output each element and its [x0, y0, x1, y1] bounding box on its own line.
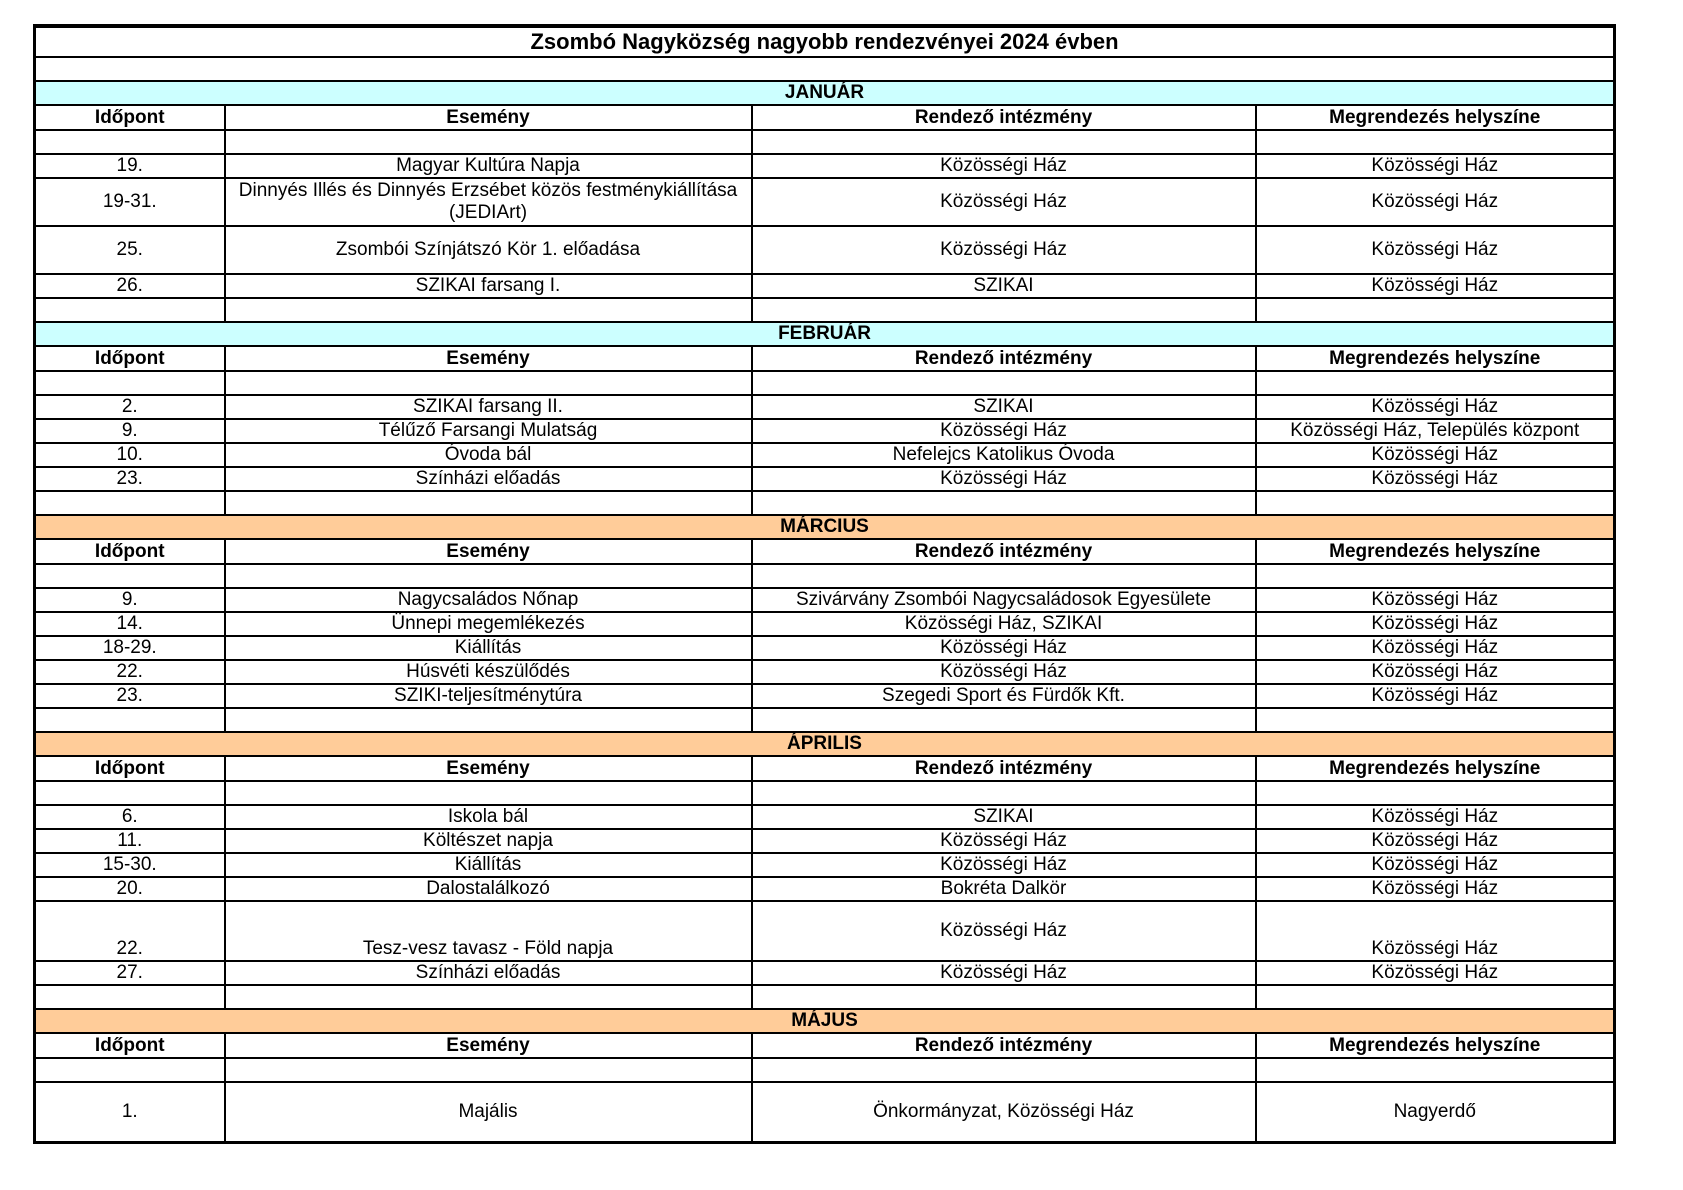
column-header-event: Esemény	[225, 756, 752, 781]
blank-row	[35, 985, 1615, 1009]
event-venue: Nagyerdő	[1256, 1082, 1615, 1143]
column-header-organizer: Rendező intézmény	[752, 105, 1256, 130]
event-date: 9.	[35, 588, 225, 612]
column-header-event: Esemény	[225, 1033, 752, 1058]
event-date: 20.	[35, 877, 225, 901]
event-date: 14.	[35, 612, 225, 636]
event-name: Kiállítás	[225, 636, 752, 660]
column-header-organizer: Rendező intézmény	[752, 1033, 1256, 1058]
column-header-date: Időpont	[35, 105, 225, 130]
event-venue: Közösségi Ház	[1256, 961, 1615, 985]
event-date: 23.	[35, 467, 225, 491]
event-name: SZIKI-teljesítménytúra	[225, 684, 752, 708]
event-venue: Közösségi Ház	[1256, 395, 1615, 419]
event-date: 27.	[35, 961, 225, 985]
event-organizer: Közösségi Ház	[752, 178, 1256, 226]
column-header-date: Időpont	[35, 346, 225, 371]
event-row	[35, 853, 1615, 877]
event-date: 9.	[35, 419, 225, 443]
blank-row	[35, 564, 1615, 588]
month-header-row	[35, 732, 1615, 756]
event-name: Dalostalálkozó	[225, 877, 752, 901]
event-name: SZIKAI farsang I.	[225, 274, 752, 298]
event-name: SZIKAI farsang II.	[225, 395, 752, 419]
event-venue: Közösségi Ház, Település központ	[1256, 419, 1615, 443]
blank-row	[35, 1058, 1615, 1082]
event-date: 18-29.	[35, 636, 225, 660]
event-organizer: Közösségi Ház	[752, 660, 1256, 684]
event-date: 19.	[35, 154, 225, 178]
column-header-date: Időpont	[35, 539, 225, 564]
column-header-date: Időpont	[35, 756, 225, 781]
column-header-event: Esemény	[225, 539, 752, 564]
event-date: 1.	[35, 1082, 225, 1143]
blank-row	[35, 781, 1615, 805]
column-header-organizer: Rendező intézmény	[752, 346, 1256, 371]
event-organizer: Közösségi Ház	[752, 154, 1256, 178]
event-date: 22.	[35, 901, 225, 961]
event-row	[35, 961, 1615, 985]
blank-row	[35, 708, 1615, 732]
event-organizer: SZIKAI	[752, 805, 1256, 829]
event-organizer: Bokréta Dalkör	[752, 877, 1256, 901]
column-header-row	[35, 105, 1615, 130]
column-header-organizer: Rendező intézmény	[752, 756, 1256, 781]
event-organizer: SZIKAI	[752, 395, 1256, 419]
event-venue: Közösségi Ház	[1256, 829, 1615, 853]
event-venue: Közösségi Ház	[1256, 274, 1615, 298]
event-date: 2.	[35, 395, 225, 419]
column-header-event: Esemény	[225, 346, 752, 371]
event-row	[35, 829, 1615, 853]
event-row	[35, 419, 1615, 443]
event-row	[35, 684, 1615, 708]
blank-row	[35, 57, 1615, 81]
event-row	[35, 178, 1615, 226]
event-row	[35, 901, 1615, 961]
event-name: Télűző Farsangi Mulatság	[225, 419, 752, 443]
event-venue: Közösségi Ház	[1256, 154, 1615, 178]
event-name: Óvoda bál	[225, 443, 752, 467]
event-name: Nagycsaládos Nőnap	[225, 588, 752, 612]
blank-row	[35, 130, 1615, 154]
event-name: Iskola bál	[225, 805, 752, 829]
column-header-row	[35, 539, 1615, 564]
column-header-venue: Megrendezés helyszíne	[1256, 756, 1615, 781]
event-row	[35, 612, 1615, 636]
event-name: Kiállítás	[225, 853, 752, 877]
event-organizer: Közösségi Ház, SZIKAI	[752, 612, 1256, 636]
event-row	[35, 467, 1615, 491]
column-header-row	[35, 756, 1615, 781]
event-date: 10.	[35, 443, 225, 467]
column-header-row	[35, 1033, 1615, 1058]
event-name: Ünnepi megemlékezés	[225, 612, 752, 636]
event-row	[35, 636, 1615, 660]
event-row	[35, 877, 1615, 901]
event-venue: Közösségi Ház	[1256, 805, 1615, 829]
event-row	[35, 443, 1615, 467]
event-name: Dinnyés Illés és Dinnyés Erzsébet közös festménykiállítása (JEDIArt)	[225, 178, 752, 226]
month-name: FEBRUÁR	[35, 322, 1615, 346]
event-row	[35, 154, 1615, 178]
event-date: 25.	[35, 226, 225, 274]
event-name: Zsombói Színjátszó Kör 1. előadása	[225, 226, 752, 274]
event-organizer: Közösségi Ház	[752, 829, 1256, 853]
event-row	[35, 226, 1615, 274]
event-organizer: Szegedi Sport és Fürdők Kft.	[752, 684, 1256, 708]
column-header-row	[35, 346, 1615, 371]
month-header-row	[35, 515, 1615, 539]
event-organizer: Közösségi Ház	[752, 467, 1256, 491]
event-date: 6.	[35, 805, 225, 829]
event-venue: Közösségi Ház	[1256, 588, 1615, 612]
blank-row	[35, 371, 1615, 395]
event-venue: Közösségi Ház	[1256, 443, 1615, 467]
month-header-row	[35, 322, 1615, 346]
event-organizer: SZIKAI	[752, 274, 1256, 298]
event-date: 19-31.	[35, 178, 225, 226]
event-organizer: Szivárvány Zsombói Nagycsaládosok Egyesülete	[752, 588, 1256, 612]
event-venue: Közösségi Ház	[1256, 178, 1615, 226]
column-header-organizer: Rendező intézmény	[752, 539, 1256, 564]
month-name: MÁJUS	[35, 1009, 1615, 1033]
event-name: Húsvéti készülődés	[225, 660, 752, 684]
month-name: JANUÁR	[35, 81, 1615, 105]
event-date: 15-30.	[35, 853, 225, 877]
column-header-event: Esemény	[225, 105, 752, 130]
column-header-venue: Megrendezés helyszíne	[1256, 105, 1615, 130]
event-date: 22.	[35, 660, 225, 684]
event-organizer: Közösségi Ház	[752, 901, 1256, 961]
event-row	[35, 660, 1615, 684]
event-row	[35, 395, 1615, 419]
event-date: 26.	[35, 274, 225, 298]
column-header-venue: Megrendezés helyszíne	[1256, 1033, 1615, 1058]
month-name: MÁRCIUS	[35, 515, 1615, 539]
column-header-venue: Megrendezés helyszíne	[1256, 539, 1615, 564]
event-organizer: Közösségi Ház	[752, 226, 1256, 274]
event-venue: Közösségi Ház	[1256, 660, 1615, 684]
blank-row	[35, 491, 1615, 515]
month-header-row	[35, 81, 1615, 105]
event-date: 11.	[35, 829, 225, 853]
event-organizer: Közösségi Ház	[752, 636, 1256, 660]
event-name: Majális	[225, 1082, 752, 1143]
month-name: ÁPRILIS	[35, 732, 1615, 756]
event-venue: Közösségi Ház	[1256, 877, 1615, 901]
event-venue: Közösségi Ház	[1256, 853, 1615, 877]
event-venue: Közösségi Ház	[1256, 684, 1615, 708]
blank-row	[35, 298, 1615, 322]
event-venue: Közösségi Ház	[1256, 901, 1615, 961]
event-name: Magyar Kultúra Napja	[225, 154, 752, 178]
month-header-row	[35, 1009, 1615, 1033]
event-name: Színházi előadás	[225, 467, 752, 491]
event-row	[35, 274, 1615, 298]
event-organizer: Közösségi Ház	[752, 419, 1256, 443]
event-organizer: Közösségi Ház	[752, 961, 1256, 985]
event-venue: Közösségi Ház	[1256, 226, 1615, 274]
event-venue: Közösségi Ház	[1256, 636, 1615, 660]
event-date: 23.	[35, 684, 225, 708]
page-title: Zsombó Nagyközség nagyobb rendezvényei 2024 évben	[35, 26, 1615, 57]
event-venue: Közösségi Ház	[1256, 467, 1615, 491]
column-header-venue: Megrendezés helyszíne	[1256, 346, 1615, 371]
event-organizer: Közösségi Ház	[752, 853, 1256, 877]
event-name: Tesz-vesz tavasz - Föld napja	[225, 901, 752, 961]
event-row	[35, 805, 1615, 829]
event-row	[35, 1082, 1615, 1143]
event-row	[35, 588, 1615, 612]
column-header-date: Időpont	[35, 1033, 225, 1058]
event-organizer: Nefelejcs Katolikus Óvoda	[752, 443, 1256, 467]
events-table	[33, 24, 1616, 1144]
event-venue: Közösségi Ház	[1256, 612, 1615, 636]
event-name: Színházi előadás	[225, 961, 752, 985]
event-organizer: Önkormányzat, Közösségi Ház	[752, 1082, 1256, 1143]
event-name: Költészet napja	[225, 829, 752, 853]
